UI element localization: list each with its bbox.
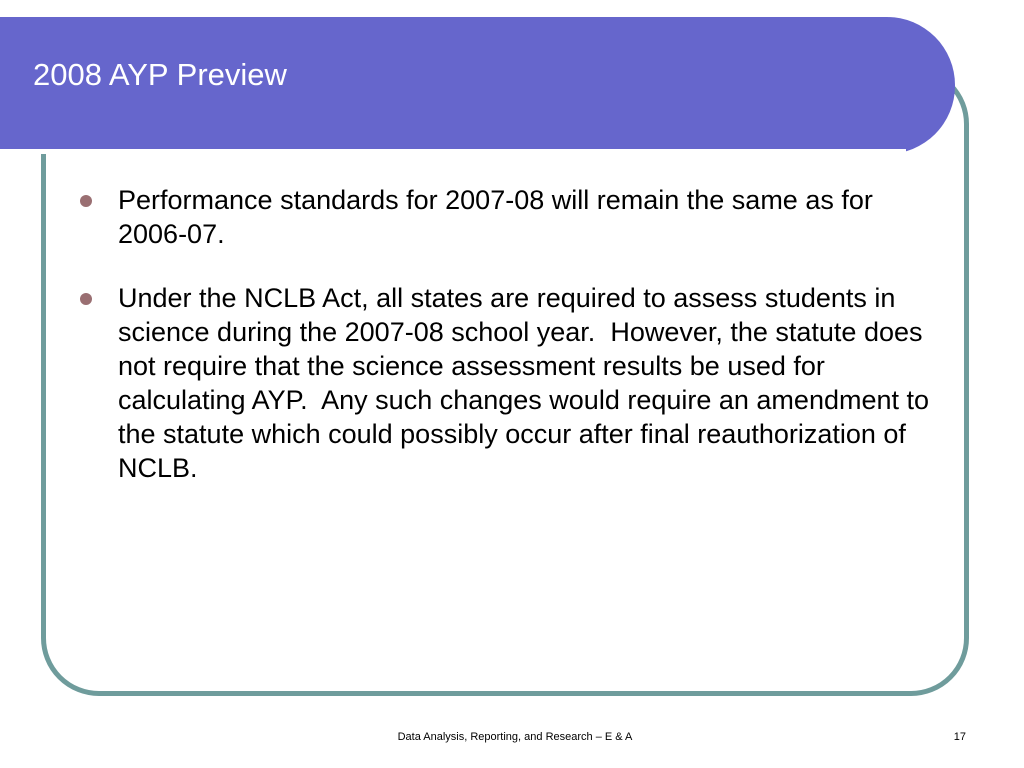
- slide-footer: Data Analysis, Reporting, and Research – E & A: [397, 731, 633, 743]
- bullet-item: [118, 281, 948, 485]
- slide-title: 2008 AYP Preview: [33, 57, 287, 92]
- bullet-icon: [80, 293, 92, 305]
- bullet-text: Performance standards for 2007-08 will remain the same as for 2006-07.: [118, 185, 881, 249]
- bullet-list: [118, 183, 948, 515]
- title-underline: [0, 149, 906, 154]
- bullet-icon: [80, 195, 92, 207]
- slide-number: 17: [953, 731, 966, 743]
- bullet-item: [118, 183, 948, 251]
- bullet-text: Under the NCLB Act, all states are required to assess students in science during the 2007-08 school year. However, the statute does not require that the science assessment results be used for calculating AYP. Any such changes would require an amendment to the statute which could possibly occur after final reauthorization of NCLB.: [118, 283, 937, 483]
